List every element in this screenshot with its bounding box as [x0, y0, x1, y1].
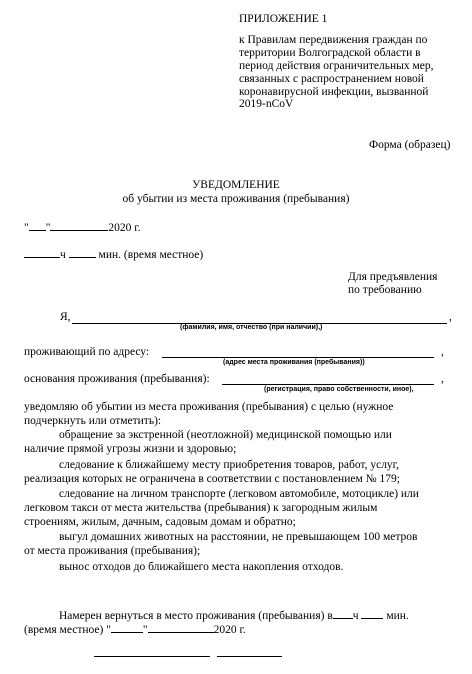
fullname-comma: , [449, 311, 452, 323]
i-label: Я, [60, 311, 71, 323]
return-h-label: ч [352, 610, 359, 622]
appendix-line-5: коронавирусной инфекции, вызванной [239, 86, 429, 98]
return-time-label: (время местное) " [24, 624, 111, 636]
form-note: Форма (образец) [369, 139, 451, 151]
presentation-line-1: Для предъявления [348, 271, 438, 283]
purpose-3-line-3[interactable]: строениям, жилым, дачным, садовым домам и обратно; [24, 516, 296, 528]
return-year: 2020 г. [213, 624, 246, 636]
purpose-1-line-1[interactable]: обращение за экстренной (неотложной) медицинской помощью или [59, 429, 392, 441]
body-line-2: подчеркнуть или отметить): [24, 415, 162, 427]
time-h-label: ч [60, 249, 66, 261]
basis-hint: (регистрация, право собственности, иное), [264, 386, 414, 393]
signature-field[interactable] [94, 656, 210, 657]
address-field[interactable] [162, 357, 434, 358]
purpose-3-line-1[interactable]: следование на личном транспорте (легковом автомобиле, мотоцикле) или [59, 488, 419, 500]
signature-name-field[interactable] [217, 656, 282, 657]
purpose-4-line-1[interactable]: выгул домашних животных на расстоянии, не превышающем 100 метров [59, 531, 418, 543]
time-hours-field[interactable] [24, 246, 60, 258]
appendix-line-1: к Правилам передвижения граждан по [239, 34, 428, 46]
purpose-5-line-1[interactable]: вынос отходов до ближайшего места накопления отходов. [59, 561, 344, 573]
notice-title: УВЕДОМЛЕНИЕ [192, 179, 280, 191]
basis-field[interactable] [222, 384, 434, 385]
return-min-label: мин. [386, 610, 409, 622]
time-minutes-field[interactable] [69, 246, 96, 258]
date-line [24, 219, 141, 235]
address-label: проживающий по адресу: [24, 346, 150, 358]
return-close-quote: " [142, 624, 148, 636]
return-hours-field[interactable] [333, 607, 353, 619]
return-text: Намерен вернуться в место проживания (пребывания) в [59, 610, 333, 622]
basis-label: основания проживания (пребывания): [24, 373, 210, 385]
address-comma: , [441, 346, 444, 358]
purpose-1-line-2[interactable]: наличие прямой угрозы жизни и здоровью; [24, 443, 237, 455]
appendix-line-3: период действия ограничительных мер, [239, 60, 434, 72]
appendix-title: ПРИЛОЖЕНИЕ 1 [239, 13, 328, 25]
time-line [24, 246, 203, 262]
return-minutes-field[interactable] [361, 607, 383, 619]
appendix-line-6: 2019-nCoV [239, 98, 294, 110]
date-close-quote: " [45, 222, 51, 234]
purpose-3-line-2[interactable]: легковом такси от места жительства (пребывания) к загородным жилым [24, 502, 378, 514]
appendix-line-4: связанных с распространением новой [239, 73, 424, 85]
purpose-4-line-2[interactable]: от места проживания (пребывания); [24, 545, 201, 557]
date-year: 2020 г. [108, 222, 141, 234]
date-month-field[interactable] [50, 219, 108, 231]
purpose-2-line-1[interactable]: следование к ближайшему месту приобретения товаров, работ, услуг, [59, 459, 399, 471]
basis-comma: , [441, 373, 444, 385]
date-open-quote: " [24, 222, 29, 234]
date-day-field[interactable] [29, 219, 46, 231]
return-date-line [24, 621, 246, 637]
presentation-line-2: по требованию [348, 284, 422, 296]
return-month-field[interactable] [148, 621, 214, 633]
address-hint: (адрес места проживания (пребывания)) [223, 359, 365, 366]
fullname-hint: (фамилия, имя, отчество (при наличии),) [180, 324, 323, 331]
purpose-2-line-2[interactable]: реализация которых не ограничена в соответствии с постановлением № 179; [24, 473, 400, 485]
appendix-line-2: территории Волгоградской области в [239, 47, 421, 59]
time-rest-label: мин. (время местное) [98, 249, 204, 261]
return-day-field[interactable] [111, 621, 143, 633]
body-line-1: уведомляю об убытии из места проживания (пребывания) с целью (нужное [24, 401, 394, 413]
notice-subtitle: об убытии из места проживания (пребывания) [122, 193, 350, 205]
